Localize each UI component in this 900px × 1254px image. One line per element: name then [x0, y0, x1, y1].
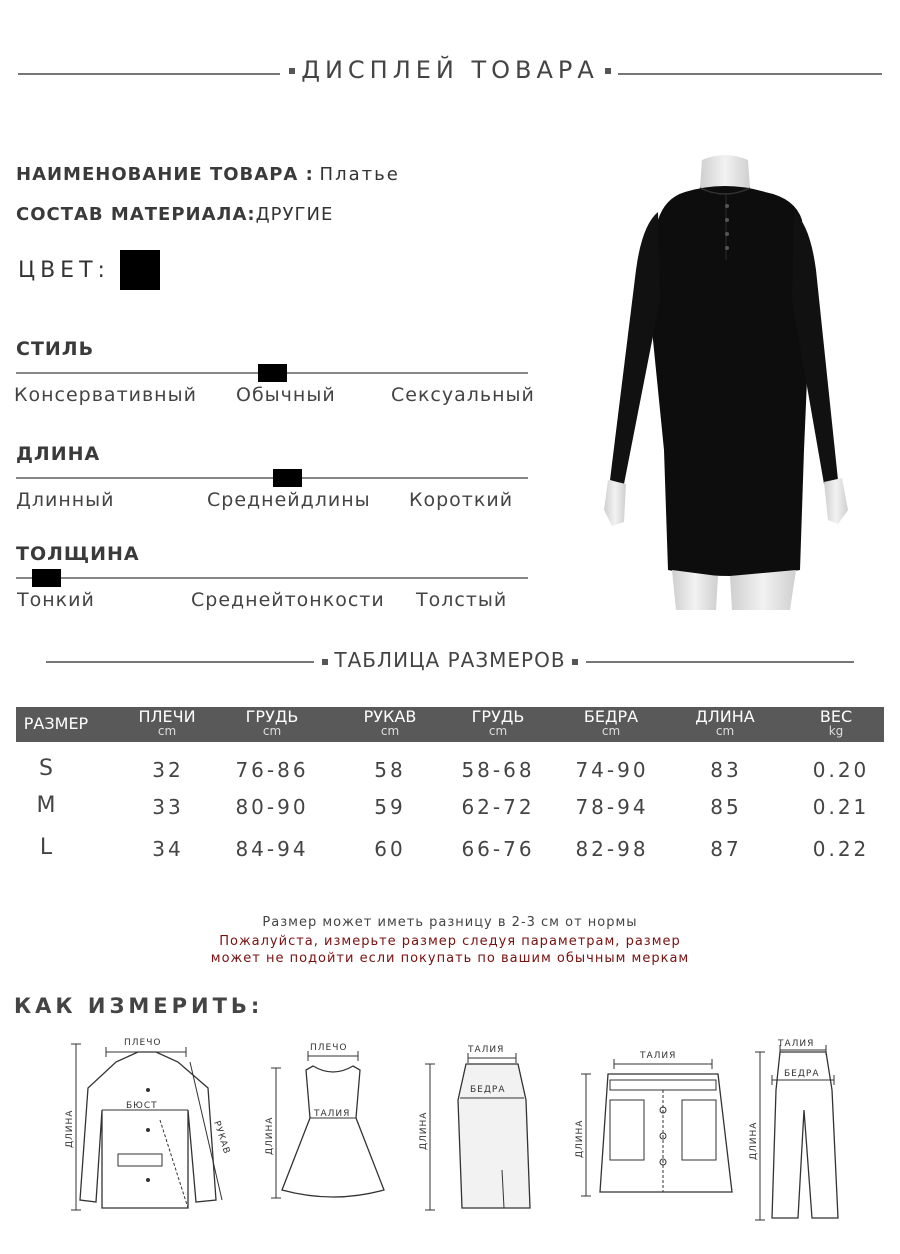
- cell-chest: 80-90: [235, 795, 309, 819]
- color-swatch[interactable]: [120, 250, 160, 290]
- scale-length-title: ДЛИНА: [16, 443, 101, 465]
- product-material: СОСТАВ МАТЕРИАЛА:ДРУГИЕ: [16, 204, 334, 225]
- cell-weight: 0.22: [812, 837, 870, 861]
- diagram-skirt: [418, 1030, 558, 1220]
- label-shoulder: ПЛЕЧО: [310, 1043, 348, 1053]
- label-waist: ТАЛИЯ: [314, 1109, 351, 1119]
- label-length: ДЛИНА: [65, 1109, 75, 1148]
- diagram-dress: [258, 1030, 408, 1220]
- diagram-jacket: [58, 1030, 238, 1220]
- cell-shoulders: 34: [152, 837, 184, 861]
- product-image-dress: [590, 150, 860, 610]
- th-sleeve: РУКАВ cm: [363, 707, 417, 738]
- color-label: ЦВЕТ:: [18, 258, 110, 283]
- cell-length: 83: [710, 758, 742, 782]
- scale-thickness-marker: [32, 569, 61, 587]
- cell-shoulders: 33: [152, 795, 184, 819]
- scale-style-label-low: Консервативный: [14, 384, 197, 406]
- th-hips: БЕДРА cm: [583, 707, 639, 738]
- how-to-measure-title: КАК ИЗМЕРИТЬ:: [14, 994, 264, 1018]
- label-length: ДЛИНА: [419, 1111, 429, 1150]
- size-note: Размер может иметь разницу в 2-3 см от нормы: [262, 915, 638, 930]
- scale-thickness-title: ТОЛЩИНА: [16, 543, 140, 565]
- scale-length-label-high: Короткий: [409, 489, 514, 511]
- label-length: ДЛИНА: [575, 1119, 585, 1158]
- th-shoulders: ПЛЕЧИ cm: [138, 707, 196, 738]
- cell-length: 85: [710, 795, 742, 819]
- th-chest: ГРУДЬ cm: [245, 707, 299, 738]
- measure-warning-1: Пожалуйста, измерьте размер следуя параметрам, размер: [219, 934, 681, 949]
- label-hips: БЕДРА: [470, 1085, 506, 1095]
- th-chest-2: ГРУДЬ cm: [471, 707, 525, 738]
- cell-sleeve: 58: [374, 758, 406, 782]
- label-hips: БЕДРА: [784, 1069, 820, 1079]
- header-title: ДИСПЛЕЙ ТОВАРА: [0, 56, 900, 84]
- label-length: ДЛИНА: [749, 1121, 759, 1160]
- cell-chest: 76-86: [235, 758, 309, 782]
- scale-thickness-label-mid: Среднейтонкости: [191, 589, 385, 611]
- cell-length: 87: [710, 837, 742, 861]
- label-shoulder: ПЛЕЧО: [124, 1038, 162, 1048]
- cell-chest-2: 62-72: [461, 795, 535, 819]
- cell-chest-2: 58-68: [461, 758, 535, 782]
- scale-thickness-label-high: Толстый: [416, 589, 508, 611]
- th-weight: ВЕС kg: [819, 707, 853, 738]
- diagram-shorts: [570, 1030, 750, 1220]
- cell-sleeve: 60: [374, 837, 406, 861]
- cell-shoulders: 32: [152, 758, 184, 782]
- size-table-title: ТАБЛИЦА РАЗМЕРОВ: [0, 648, 900, 672]
- scale-style-label-high: Сексуальный: [391, 384, 535, 406]
- diagram-trousers: [746, 1030, 866, 1225]
- scale-thickness-line: [16, 577, 528, 579]
- cell-weight: 0.20: [812, 758, 870, 782]
- scale-style-marker: [258, 364, 287, 382]
- scale-length-label-low: Длинный: [16, 489, 115, 511]
- label-length: ДЛИНА: [265, 1116, 275, 1155]
- cell-hips: 78-94: [575, 795, 649, 819]
- product-name: НАИМЕНОВАНИЕ ТОВАРА : Платье: [16, 164, 400, 185]
- cell-chest: 84-94: [235, 837, 309, 861]
- scale-style-title: СТИЛЬ: [16, 338, 95, 360]
- cell-size: M: [36, 793, 56, 818]
- scale-style-label-mid: Обычный: [236, 384, 336, 406]
- cell-size: L: [39, 835, 53, 860]
- th-size: РАЗМЕР: [23, 714, 89, 733]
- scale-length-marker: [273, 469, 302, 487]
- label-sleeve: РУКАВ: [211, 1119, 232, 1156]
- measure-warning-2: может не подойти если покупать по вашим обычным меркам: [210, 951, 690, 966]
- cell-hips: 82-98: [575, 837, 649, 861]
- label-waist: ТАЛИЯ: [468, 1045, 505, 1055]
- cell-chest-2: 66-76: [461, 837, 535, 861]
- label-waist: ТАЛИЯ: [778, 1039, 815, 1049]
- scale-thickness-label-low: Тонкий: [17, 589, 95, 611]
- scale-length-label-mid: Среднейдлины: [207, 489, 371, 511]
- label-waist: ТАЛИЯ: [640, 1051, 677, 1061]
- cell-sleeve: 59: [374, 795, 406, 819]
- th-length: ДЛИНА cm: [695, 707, 755, 738]
- cell-size: S: [39, 756, 53, 781]
- cell-weight: 0.21: [812, 795, 870, 819]
- size-table-header: [16, 707, 884, 742]
- label-bust: БЮСТ: [126, 1101, 158, 1111]
- cell-hips: 74-90: [575, 758, 649, 782]
